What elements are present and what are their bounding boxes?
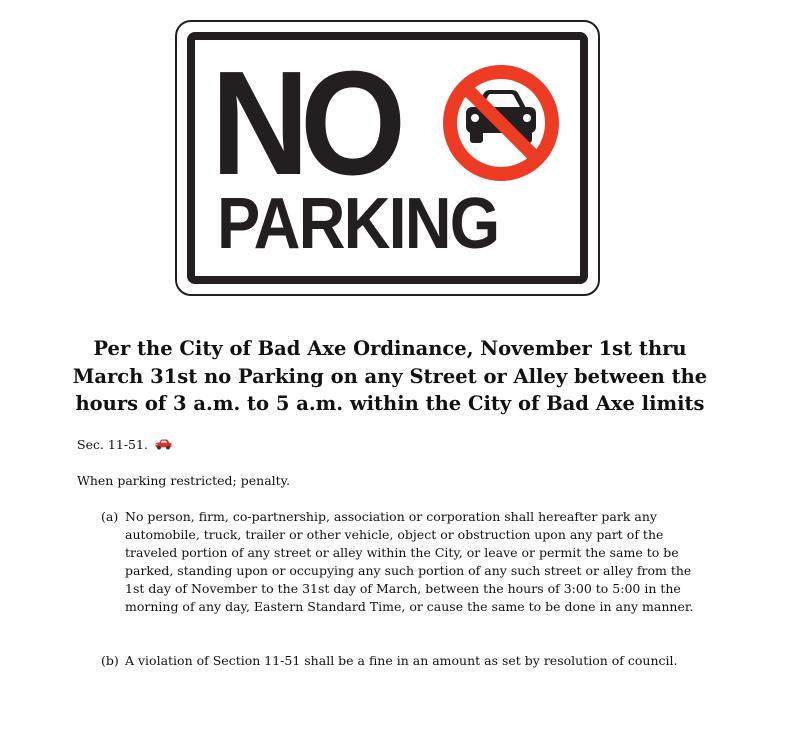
clause-b-text: A violation of Section 11-51 shall be a fine in an amount as set by resolution of council.	[125, 653, 678, 668]
heading-line-2: March 31st no Parking on any Street or Alley between the	[72, 364, 708, 388]
heading-line-3: hours of 3 a.m. to 5 a.m. within the City of Bad Axe limits	[75, 392, 705, 415]
sign-word-no: NO	[211, 41, 397, 206]
ordinance-heading	[60, 335, 720, 418]
sign-word-parking: PARKING	[217, 184, 499, 264]
clause-a-text: No person, firm, co-partnership, association or corporation shall hereafter park any automobile, truck, trailer or other vehicle, object or obstruction upon any part of the traveled portion of any street or alley within the City, or leave or permit the same to be parked, standing upon or occupying any such portion of any such street or alley from the 1st day of November to the 31st day of March, between the hours of 3:00 to 5:00 in the morning of any day, Eastern Standard Time, or cause the same to be done in any manner.	[125, 509, 694, 614]
no-parking-sign	[175, 20, 600, 296]
section-title: When parking restricted; penalty.	[77, 473, 291, 488]
no-parking-car-icon	[440, 62, 562, 184]
clause-b	[101, 652, 701, 670]
clause-b-marker: (b)	[101, 653, 119, 668]
clause-a-marker: (a)	[101, 509, 119, 524]
section-number: Sec. 11-51.	[77, 437, 148, 452]
section-number-line	[77, 436, 172, 454]
heading-line-1: Per the City of Bad Axe Ordinance, November 1st thru	[93, 337, 687, 360]
red-car-icon	[155, 439, 172, 450]
clause-a	[101, 508, 701, 616]
